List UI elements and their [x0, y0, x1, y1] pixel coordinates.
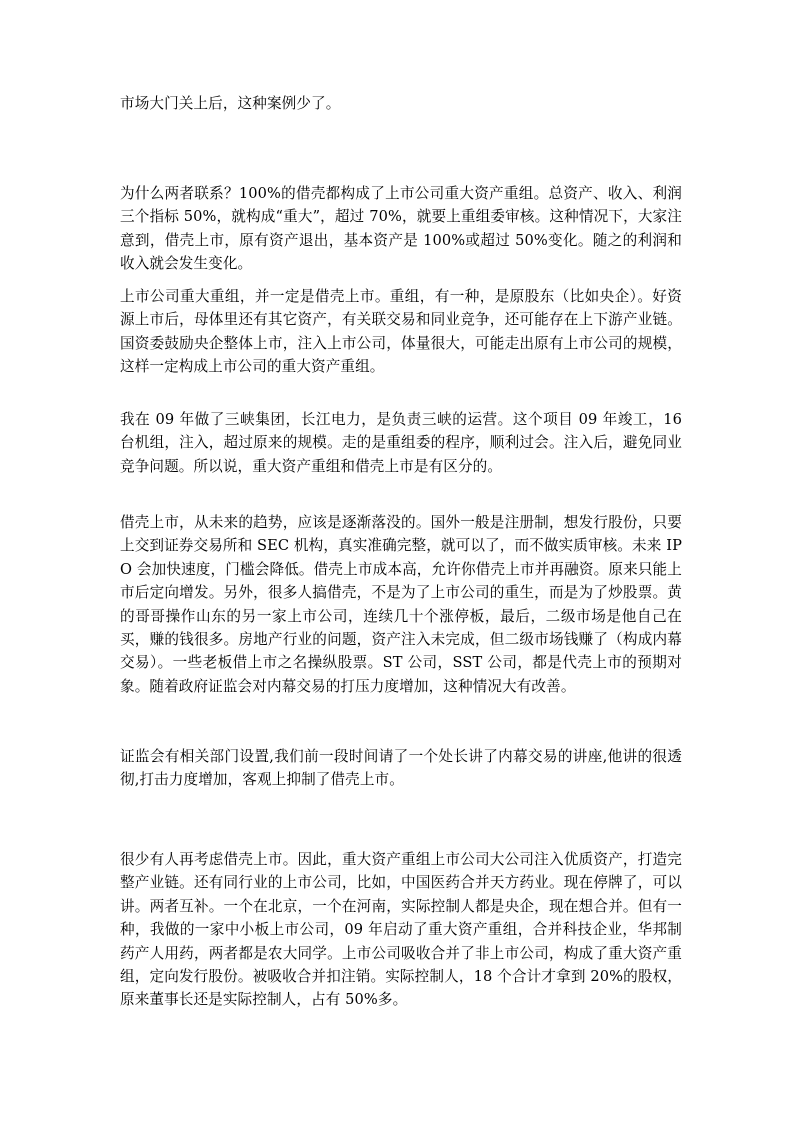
paragraph-4: 我在 09 年做了三峡集团，长江电力，是负责三峡的运营。这个项目 09 年竣工，16 台机组，注入，超过原来的规模。走的是重组委的程序，顺利过会。注入后，避免同业竞争问题。所以说，重大资产重组和借壳上市是有区分的。 — [120, 411, 682, 475]
paragraph-5: 借壳上市，从未来的趋势，应该是逐渐落没的。国外一般是注册制，想发行股份，只要上交到证券交易所和 SEC 机构，真实准确完整，就可以了，而不做实质审核。未来 IPO 会加快速度，门槛会降低。借壳上市成本高，允许你借壳上市并再融资。原来只能上市后定向增发。另外，很多人搞借壳，不是为了上市公司的重生，而是为了炒股票。黄的哥哥操作山东的另一家上市公司，连续几十个涨停板，最后，二级市场是他自己在买，赚的钱很多。房地产行业的问题，资产注入未完成，但二级市场钱赚了（构成内幕交易）。一些老板借上市之名操纵股票。ST 公司，SST 公司，都是代壳上市的预期对象。随着政府证监会对内幕交易的打压力度增加，这种情况大有改善。 — [120, 514, 682, 695]
paragraph-2: 为什么两者联系？100%的借壳都构成了上市公司重大资产重组。总资产、收入、利润三个指标 50%，就构成“重大”，超过 70%，就要上重组委审核。这种情况下，大家注意到，借壳上市，原有资产退出，基本资产是 100%或超过 50%变化。随之的利润和收入就会发生变化。 — [120, 185, 682, 273]
paragraph-7: 很少有人再考虑借壳上市。因此，重大资产重组上市公司大公司注入优质资产，打造完整产业链。还有同行业的上市公司，比如，中国医药合并天方药业。现在停牌了，可以讲。两者互补。一个在北京，一个在河南，实际控制人都是央企，现在想合并。但有一种，我做的一家中小板上市公司，09 年启动了重大资产重组，合并科技企业，华邦制药产人用药，两者都是农大同学。上市公司吸收合并了非上市公司，构成了重大资产重组，定向发行股份。被吸收合并扣注销。实际控制人，18 个合计才拿到 20%的股权，原来董事长还是实际控制人，占有 50%多。 — [120, 851, 682, 1009]
paragraph-3: 上市公司重大重组，并一定是借壳上市。重组，有一种，是原股东（比如央企）。好资源上市后，母体里还有其它资产，有关联交易和同业竞争，还可能存在上下游产业链。国资委鼓励央企整体上市，注入上市公司，体量很大，可能走出原有上市公司的规模，这样一定构成上市公司的重大资产重组。 — [120, 288, 682, 376]
paragraph-6: 证监会有相关部门设置,我们前一段时间请了一个处长讲了内幕交易的讲座,他讲的很透彻,打击力度增加，客观上抑制了借壳上市。 — [120, 748, 682, 789]
paragraph-1: 市场大门关上后，这种案例少了。 — [120, 95, 341, 112]
